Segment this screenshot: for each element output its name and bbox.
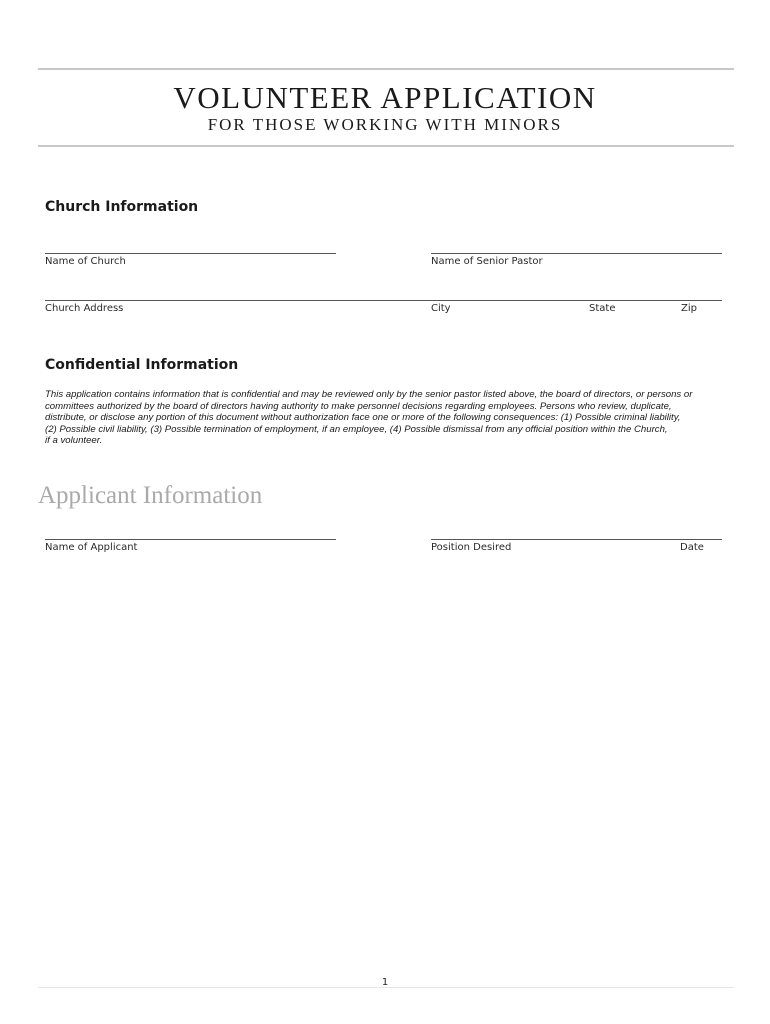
name-of-senior-pastor-field[interactable] [431,253,722,254]
name-of-church-field[interactable] [45,253,336,254]
header-top-rule [38,68,734,70]
zip-label: Zip [681,303,697,314]
church-information-heading: Church Information [45,199,199,215]
notice-line: (2) Possible civil liability, (3) Possible termination of employment, if an employee, (4) Possible dismissal from any official position within the Church, [45,423,668,435]
confidential-information-heading: Confidential Information [45,357,239,373]
name-of-senior-pastor-label: Name of Senior Pastor [431,256,543,267]
notice-line: distribute, or disclose any portion of this document without authorization face one or more of the following consequences: (1) Possible criminal liability, [45,412,681,423]
church-address-label: Church Address [45,303,124,314]
notice-line: if a volunteer. [45,435,103,446]
state-label: State [589,303,616,314]
name-of-church-label: Name of Church [45,256,126,267]
position-desired-field[interactable] [431,539,722,540]
church-address-field[interactable] [45,300,722,301]
city-label: City [431,303,451,314]
applicant-information-heading: Applicant Information [38,482,263,509]
name-of-applicant-label: Name of Applicant [45,542,138,553]
position-desired-label: Position Desired [431,542,512,553]
notice-line: This application contains information that is confidential and may be reviewed only by the senior pastor listed above, the board of directors, or persons or [45,389,693,400]
page-number: 1 [381,977,389,988]
header-bottom-rule [38,145,734,147]
footer-rule [38,987,734,988]
document-subtitle: FOR THOSE WORKING WITH MINORS [207,115,563,134]
document-title: VOLUNTEER APPLICATION [173,80,597,115]
name-of-applicant-field[interactable] [45,539,336,540]
date-label: Date [680,542,704,553]
notice-line: committees authorized by the board of directors having authority to make personnel decisions regarding employees. Persons who review, duplicate, [45,400,672,412]
confidentiality-notice [45,389,727,447]
